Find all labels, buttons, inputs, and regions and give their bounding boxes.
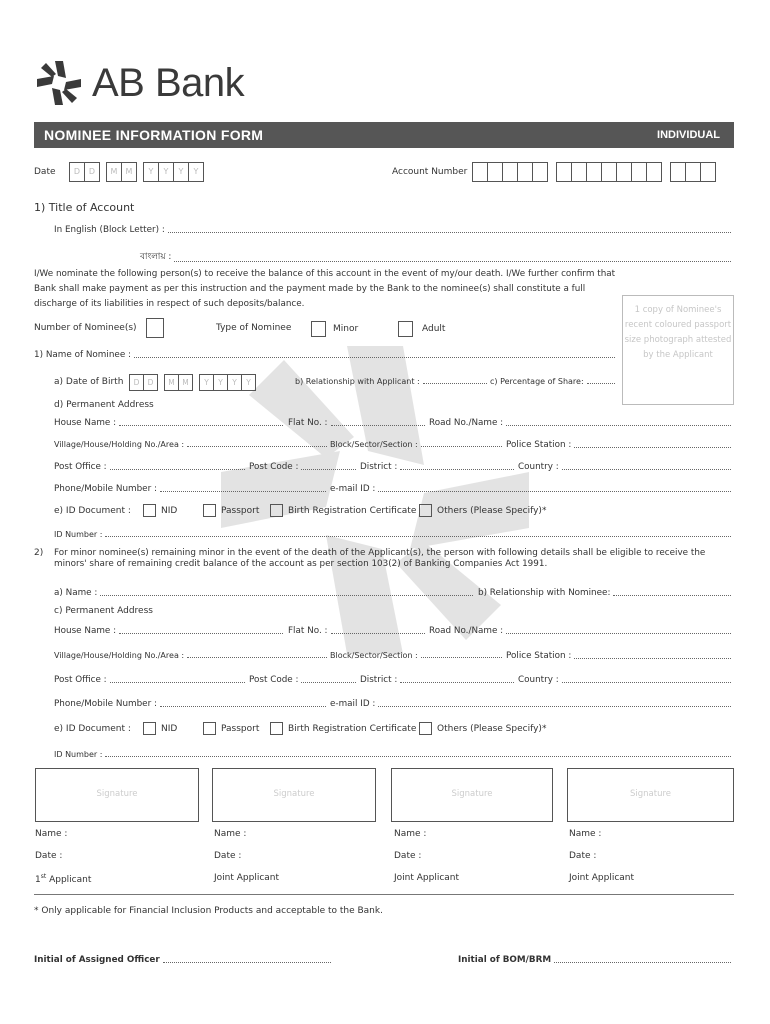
signer-role-joint: Joint Applicant [569,873,635,883]
nominee-road-field[interactable] [429,418,734,428]
signature-box-applicant[interactable] [35,768,199,822]
nominee-id-number-field[interactable] [54,530,734,539]
signer-role-joint: Joint Applicant [214,873,280,883]
dob-digit-box[interactable]: Y [227,374,242,391]
photo-instructions: 1 copy of Nominee's recent coloured passport size photograph attested by the Applicant [624,305,732,360]
adult-checkbox[interactable] [398,321,413,337]
nominee-passport-checkbox[interactable] [203,504,216,517]
account-digit-box[interactable] [472,162,488,182]
guardian-id-number-field[interactable] [54,750,734,759]
post-office-label: Post Office : [54,462,107,472]
flat-label: Flat No. : [288,626,328,636]
bom-brm-initial-field[interactable] [458,955,734,965]
english-name-label: In English (Block Letter) : [54,225,165,235]
guardian-email-field[interactable] [330,699,734,709]
guardian-others-checkbox[interactable] [419,722,432,735]
nominee-others-checkbox[interactable] [419,504,432,517]
dob-digit-box[interactable]: D [143,374,158,391]
date-digit-box[interactable]: Y [173,162,189,182]
district-label: District : [360,462,398,472]
nominee-email-field[interactable] [330,484,734,494]
watermark-logo [200,305,550,695]
signer-date-label: Date : [214,851,242,861]
nominee-country-field[interactable] [518,462,734,472]
date-digit-box[interactable]: M [106,162,122,182]
police-label: Police Station : [506,440,572,450]
passport-label: Passport [221,724,260,734]
bangla-name-field[interactable] [140,249,734,264]
date-digit-box[interactable]: M [121,162,137,182]
nominee-dob-boxes[interactable] [130,374,256,391]
post-code-label: Post Code : [249,462,299,472]
guardian-police-field[interactable] [506,651,734,661]
nid-label: NID [161,506,178,516]
nominee-village-field[interactable] [54,440,330,449]
passport-label: Passport [221,506,260,516]
police-label: Police Station : [506,651,572,661]
divider [34,894,734,895]
assigned-officer-label: Initial of Assigned Officer [34,955,160,965]
english-name-field[interactable] [54,225,734,235]
date-digit-box[interactable]: D [84,162,100,182]
dob-digit-box[interactable]: Y [241,374,256,391]
account-digit-box[interactable] [556,162,572,182]
nominee-block-field[interactable] [330,440,505,449]
email-label: e-mail ID : [330,699,376,709]
guardian-road-field[interactable] [429,626,734,636]
guardian-village-field[interactable] [54,651,330,660]
flat-label: Flat No. : [288,418,328,428]
signer-role-applicant [35,873,91,885]
nominee-nid-checkbox[interactable] [143,504,156,517]
form-title: NOMINEE INFORMATION FORM [44,127,264,143]
nominee-id-doc-label: e) ID Document : [54,506,131,516]
others-label: Others (Please Specify)* [437,506,547,516]
signer-name-label: Name : [394,829,427,839]
post-office-label: Post Office : [54,675,107,685]
phone-label: Phone/Mobile Number : [54,484,157,494]
birth-cert-label: Birth Registration Certificate [288,724,417,734]
account-digit-box[interactable] [571,162,587,182]
signature-placeholder: Signature [96,789,138,799]
date-label: Date [34,167,56,177]
minor-guardian-intro: For minor nominee(s) remaining minor in the event of the death of the Applicant(s), the person with following details shall be eligible to receive the minors' share of remaining credit balance of the account as per section 103(2) of Banking Companies Act 1991. [54,548,706,569]
date-boxes[interactable] [70,162,204,182]
account-digit-box[interactable] [616,162,632,182]
district-label: District : [360,675,398,685]
bank-name: AB Bank [92,60,245,105]
dob-digit-box[interactable]: Y [213,374,228,391]
account-number-label: Account Number [392,167,468,177]
others-label: Others (Please Specify)* [437,724,547,734]
role-text: 1 [35,875,41,885]
bank-logo [34,58,244,108]
section-title-of-account: 1) Title of Account [34,201,135,214]
minor-label: Minor [333,324,359,334]
account-digit-box[interactable] [631,162,647,182]
house-label: House Name : [54,418,117,428]
phone-label: Phone/Mobile Number : [54,699,157,709]
nominee-district-field[interactable] [360,462,517,472]
guardian-post-code-field[interactable] [249,675,359,685]
account-digit-box[interactable] [502,162,518,182]
photo-box[interactable] [622,295,734,405]
guardian-name-field[interactable] [54,588,476,598]
nominee-phone-field[interactable] [54,484,329,494]
account-digit-box[interactable] [532,162,548,182]
signer-date-label: Date : [394,851,422,861]
country-label: Country : [518,675,559,685]
nominee-flat-field[interactable] [288,418,428,428]
account-number-boxes[interactable] [473,162,716,182]
id-number-label: ID Number : [54,750,103,759]
share-percentage-field[interactable] [490,377,618,386]
role-superscript: st [40,873,47,880]
nominee-post-code-field[interactable] [249,462,359,472]
guardian-id-doc-label: e) ID Document : [54,724,131,734]
number-of-nominees-box[interactable] [146,318,164,338]
signature-box-joint-1[interactable] [212,768,376,822]
signature-box-joint-2[interactable] [391,768,553,822]
post-code-label: Post Code : [249,675,299,685]
dob-digit-box[interactable]: D [129,374,144,391]
guardian-permanent-address-label: c) Permanent Address [54,606,153,616]
block-label: Block/Sector/Section : [330,440,418,449]
guardian-district-field[interactable] [360,675,517,685]
account-digit-box[interactable] [670,162,686,182]
account-digit-box[interactable] [517,162,533,182]
date-digit-box[interactable]: D [69,162,85,182]
nominee-dob-label: a) Date of Birth [54,377,124,387]
guardian-relationship-label: b) Relationship with Nominee: [478,588,611,598]
signer-date-label: Date : [35,851,63,861]
signature-placeholder: Signature [273,789,315,799]
signature-box-joint-3[interactable] [567,768,734,822]
signer-role-joint: Joint Applicant [394,873,460,883]
village-label: Village/House/Holding No./Area : [54,440,185,449]
signer-name-label: Name : [569,829,602,839]
road-label: Road No./Name : [429,626,504,636]
account-digit-box[interactable] [487,162,503,182]
email-label: e-mail ID : [330,484,376,494]
dob-digit-box[interactable]: Y [199,374,214,391]
block-label: Block/Sector/Section : [330,651,418,660]
number-of-nominees-label: Number of Nominee(s) [34,323,137,333]
bangla-name-label: বাংলায় : [140,252,172,262]
nominee-post-office-field[interactable] [54,462,248,472]
guardian-relationship-field[interactable] [478,588,734,598]
account-digit-box[interactable] [601,162,617,182]
house-label: House Name : [54,626,117,636]
signer-name-label: Name : [35,829,68,839]
date-digit-box[interactable]: Y [158,162,174,182]
guardian-post-office-field[interactable] [54,675,248,685]
village-label: Village/House/Holding No./Area : [54,651,185,660]
date-digit-box[interactable]: Y [188,162,204,182]
guardian-flat-field[interactable] [288,626,428,636]
footnote: * Only applicable for Financial Inclusion Products and acceptable to the Bank. [34,906,383,916]
signer-name-label: Name : [214,829,247,839]
assigned-officer-initial-field[interactable] [34,955,334,965]
minor-section-number: 2) [34,548,44,558]
birth-cert-label: Birth Registration Certificate [288,506,417,516]
form-title-bar [34,122,734,148]
nid-label: NID [161,724,178,734]
dob-digit-box[interactable]: M [178,374,193,391]
nominee-house-field[interactable] [54,418,286,428]
guardian-country-field[interactable] [518,675,734,685]
nominee-police-field[interactable] [506,440,734,450]
share-percentage-label: c) Percentage of Share: [490,377,584,386]
adult-label: Adult [422,324,446,334]
nominee-name-label: 1) Name of Nominee : [34,350,131,360]
nominee-name-field[interactable] [34,350,618,360]
date-digit-box[interactable]: Y [143,162,159,182]
relationship-applicant-label: b) Relationship with Applicant : [295,377,420,386]
guardian-house-field[interactable] [54,626,286,636]
relationship-applicant-field[interactable] [295,377,490,386]
guardian-phone-field[interactable] [54,699,329,709]
guardian-passport-checkbox[interactable] [203,722,216,735]
guardian-nid-checkbox[interactable] [143,722,156,735]
road-label: Road No./Name : [429,418,504,428]
declaration-text: I/We nominate the following person(s) to receive the balance of this account in the event of my/our death. I/We further confirm that Bank shall make payment as per this instruction and the payment made by the Bank to the nominee(s) shall constitute a full discharge of its liabilities in respect of such deposits/balance. [34,269,616,310]
signature-placeholder: Signature [451,789,493,799]
nominee-permanent-address-label: d) Permanent Address [54,400,154,410]
type-of-nominee-label: Type of Nominee [216,323,292,333]
form-type: INDIVIDUAL [657,129,720,141]
bom-brm-label: Initial of BOM/BRM [458,955,552,965]
id-number-label: ID Number : [54,530,103,539]
guardian-name-label: a) Name : [54,588,98,598]
account-digit-box[interactable] [685,162,701,182]
account-digit-box[interactable] [646,162,662,182]
minor-checkbox[interactable] [311,321,326,337]
country-label: Country : [518,462,559,472]
account-digit-box[interactable] [700,162,716,182]
role-text: Applicant [46,875,92,885]
dob-digit-box[interactable]: M [164,374,179,391]
account-digit-box[interactable] [586,162,602,182]
guardian-block-field[interactable] [330,651,505,660]
ab-bank-logo-icon [34,59,84,107]
nominee-birth-cert-checkbox[interactable] [270,504,283,517]
signature-placeholder: Signature [629,789,671,799]
signer-date-label: Date : [569,851,597,861]
guardian-birth-cert-checkbox[interactable] [270,722,283,735]
